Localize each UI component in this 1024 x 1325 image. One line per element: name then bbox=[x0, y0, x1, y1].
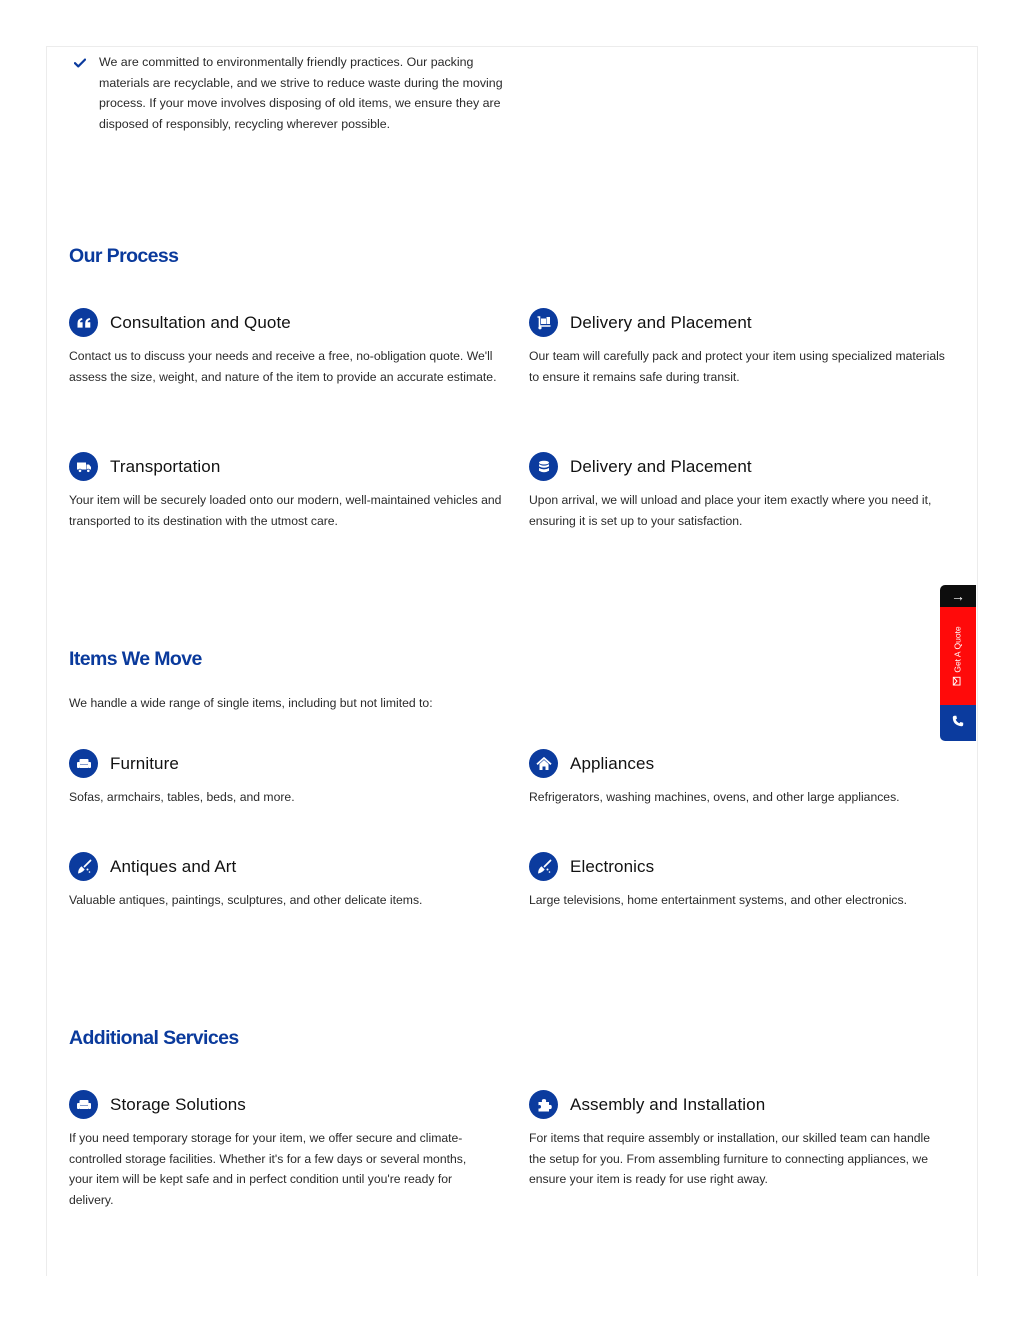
card-title: Assembly and Installation bbox=[570, 1094, 766, 1114]
database-icon bbox=[529, 452, 558, 481]
card-text: For items that require assembly or installation, our skilled team can handle the setup for you. From assembling furniture to connecting appliances, we ensure your item is ready for use right away. bbox=[529, 1131, 931, 1187]
truck-icon bbox=[69, 452, 98, 481]
items-intro: We handle a wide range of single items, including but not limited to: bbox=[69, 696, 433, 710]
broom-icon bbox=[529, 852, 558, 881]
check-icon bbox=[74, 52, 99, 135]
card-title: Delivery and Placement bbox=[570, 312, 752, 332]
card-title: Delivery and Placement bbox=[570, 456, 752, 476]
process-card-placement bbox=[529, 452, 949, 531]
couch-icon bbox=[69, 749, 98, 778]
quote-widget bbox=[940, 585, 976, 741]
card-text: Our team will carefully pack and protect your item using specialized materials to ensure it remains safe during transit. bbox=[529, 349, 945, 384]
card-text: Large televisions, home entertainment systems, and other electronics. bbox=[529, 893, 908, 907]
card-text: Sofas, armchairs, tables, beds, and more. bbox=[69, 790, 295, 804]
broom-icon bbox=[69, 852, 98, 881]
arrow-right-icon[interactable]: → bbox=[940, 585, 976, 607]
service-card-storage bbox=[69, 1090, 489, 1211]
card-text: Upon arrival, we will unload and place your item exactly where you need it, ensuring it is set up to your satisfaction. bbox=[529, 493, 932, 528]
card-title: Appliances bbox=[570, 753, 655, 773]
eco-bullet-text: We are committed to environmentally friendly practices. Our packing materials are recyclable, and we strive to reduce waste during the moving process. If your move involves disposing of old items, we ensure they are disposed of responsibly, recycling wherever possible. bbox=[99, 55, 503, 132]
process-card-consultation bbox=[69, 308, 509, 387]
card-text: If you need temporary storage for your item, we offer secure and climate-controlled storage facilities. Whether it's for a few days or several months, your item will be kept safe and in perfect condition until you're ready for delivery. bbox=[69, 1131, 467, 1208]
card-title: Antiques and Art bbox=[110, 856, 237, 876]
dolly-icon bbox=[529, 308, 558, 337]
item-card-electronics bbox=[529, 852, 949, 911]
process-card-delivery bbox=[529, 308, 949, 387]
item-card-furniture bbox=[69, 749, 509, 808]
card-title: Electronics bbox=[570, 856, 655, 876]
card-text: Contact us to discuss your needs and receive a free, no-obligation quote. We'll assess the size, weight, and nature of the item to provide an accurate estimate. bbox=[69, 349, 497, 384]
items-title: Items We Move bbox=[69, 648, 202, 670]
eco-bullet bbox=[74, 52, 504, 135]
card-title: Transportation bbox=[110, 456, 221, 476]
process-card-transportation bbox=[69, 452, 509, 531]
card-title: Furniture bbox=[110, 753, 179, 773]
card-title: Consultation and Quote bbox=[110, 312, 291, 332]
puzzle-icon bbox=[529, 1090, 558, 1119]
item-card-appliances bbox=[529, 749, 949, 808]
process-title: Our Process bbox=[69, 245, 179, 267]
card-title: Storage Solutions bbox=[110, 1094, 246, 1114]
item-card-antiques bbox=[69, 852, 509, 911]
get-quote-label: Get A Quote bbox=[953, 626, 963, 673]
phone-button[interactable] bbox=[940, 705, 976, 741]
card-text: Your item will be securely loaded onto our modern, well-maintained vehicles and transported to its destination with the utmost care. bbox=[69, 493, 502, 528]
quote-icon bbox=[69, 308, 98, 337]
mail-icon bbox=[953, 677, 963, 686]
get-quote-button[interactable] bbox=[940, 607, 976, 705]
card-text: Valuable antiques, paintings, sculptures, and other delicate items. bbox=[69, 893, 423, 907]
phone-icon bbox=[952, 714, 964, 732]
home-icon bbox=[529, 749, 558, 778]
card-text: Refrigerators, washing machines, ovens, and other large appliances. bbox=[529, 790, 900, 804]
couch-icon bbox=[69, 1090, 98, 1119]
services-title: Additional Services bbox=[69, 1027, 239, 1049]
service-card-assembly bbox=[529, 1090, 949, 1190]
